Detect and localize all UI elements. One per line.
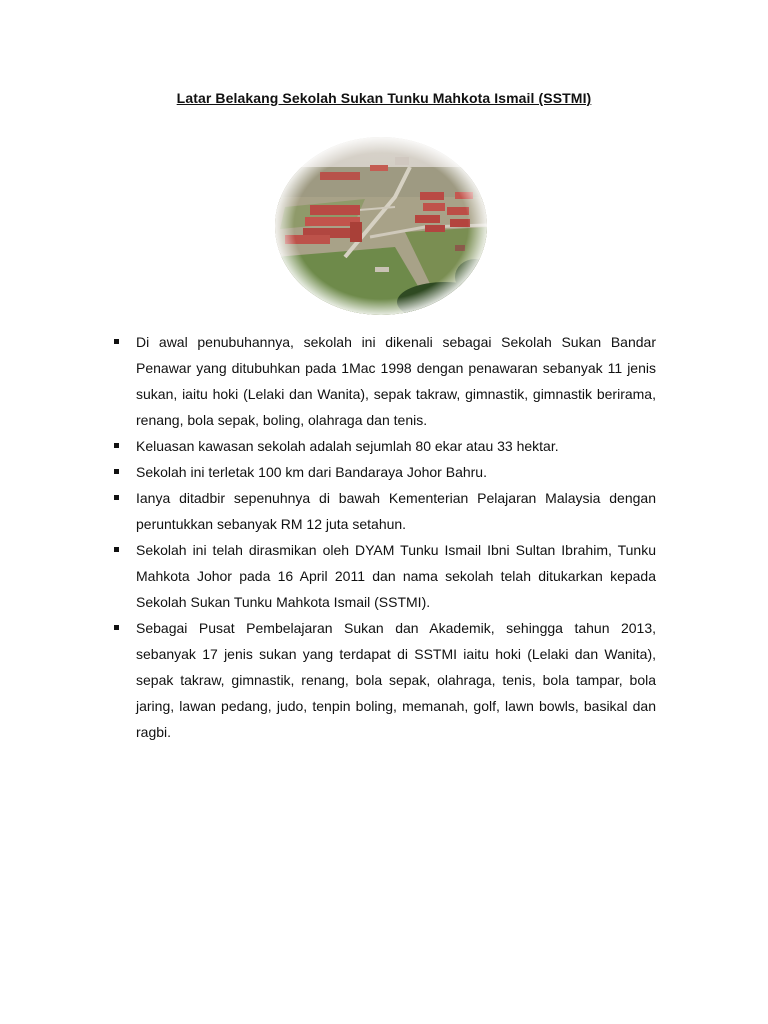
document-title: Latar Belakang Sekolah Sukan Tunku Mahkota Ismail (SSTMI): [176, 90, 592, 106]
bullet-list: [114, 329, 656, 745]
square-bullet-icon: [114, 495, 119, 500]
square-bullet-icon: [114, 547, 119, 552]
square-bullet-icon: [114, 469, 119, 474]
aerial-campus-photo: [275, 137, 487, 315]
list-item: [114, 485, 656, 537]
square-bullet-icon: [114, 339, 119, 344]
list-item: [114, 537, 656, 615]
list-item-text: Keluasan kawasan sekolah adalah sejumlah 80 ekar atau 33 hektar.: [136, 438, 559, 454]
list-item-text: Di awal penubuhannya, sekolah ini dikenali sebagai Sekolah Sukan Bandar Penawar yang ditubuhkan pada 1Mac 1998 dengan penawaran sebanyak 11 jenis sukan, iaitu hoki (Lelaki dan Wanita), sepak takraw, gimnastik, gimnastik berirama, renang, bola sepak, boling, olahraga dan tenis.: [136, 334, 656, 428]
list-item: [114, 329, 656, 433]
square-bullet-icon: [114, 625, 119, 630]
list-item-text: Ianya ditadbir sepenuhnya di bawah Kementerian Pelajaran Malaysia dengan peruntukkan sebanyak RM 12 juta setahun.: [136, 490, 656, 532]
list-item-text: Sebagai Pusat Pembelajaran Sukan dan Akademik, sehingga tahun 2013, sebanyak 17 jenis sukan yang terdapat di SSTMI iaitu hoki (Lelaki dan Wanita), sepak takraw, gimnastik, renang, bola sepak, olahraga, tenis, bola tampar, bola jaring, lawan pedang, judo, tenpin boling, memanah, golf, lawn bowls, basikal dan ragbi.: [136, 620, 656, 740]
list-item-text: Sekolah ini terletak 100 km dari Bandaraya Johor Bahru.: [136, 464, 487, 480]
list-item: [114, 615, 656, 745]
square-bullet-icon: [114, 443, 119, 448]
list-item-text: Sekolah ini telah dirasmikan oleh DYAM Tunku Ismail Ibni Sultan Ibrahim, Tunku Mahkota Johor pada 16 April 2011 dan nama sekolah telah ditukarkan kepada Sekolah Sukan Tunku Mahkota Ismail (SSTMI).: [136, 542, 656, 610]
list-item: [114, 433, 656, 459]
list-item: [114, 459, 656, 485]
